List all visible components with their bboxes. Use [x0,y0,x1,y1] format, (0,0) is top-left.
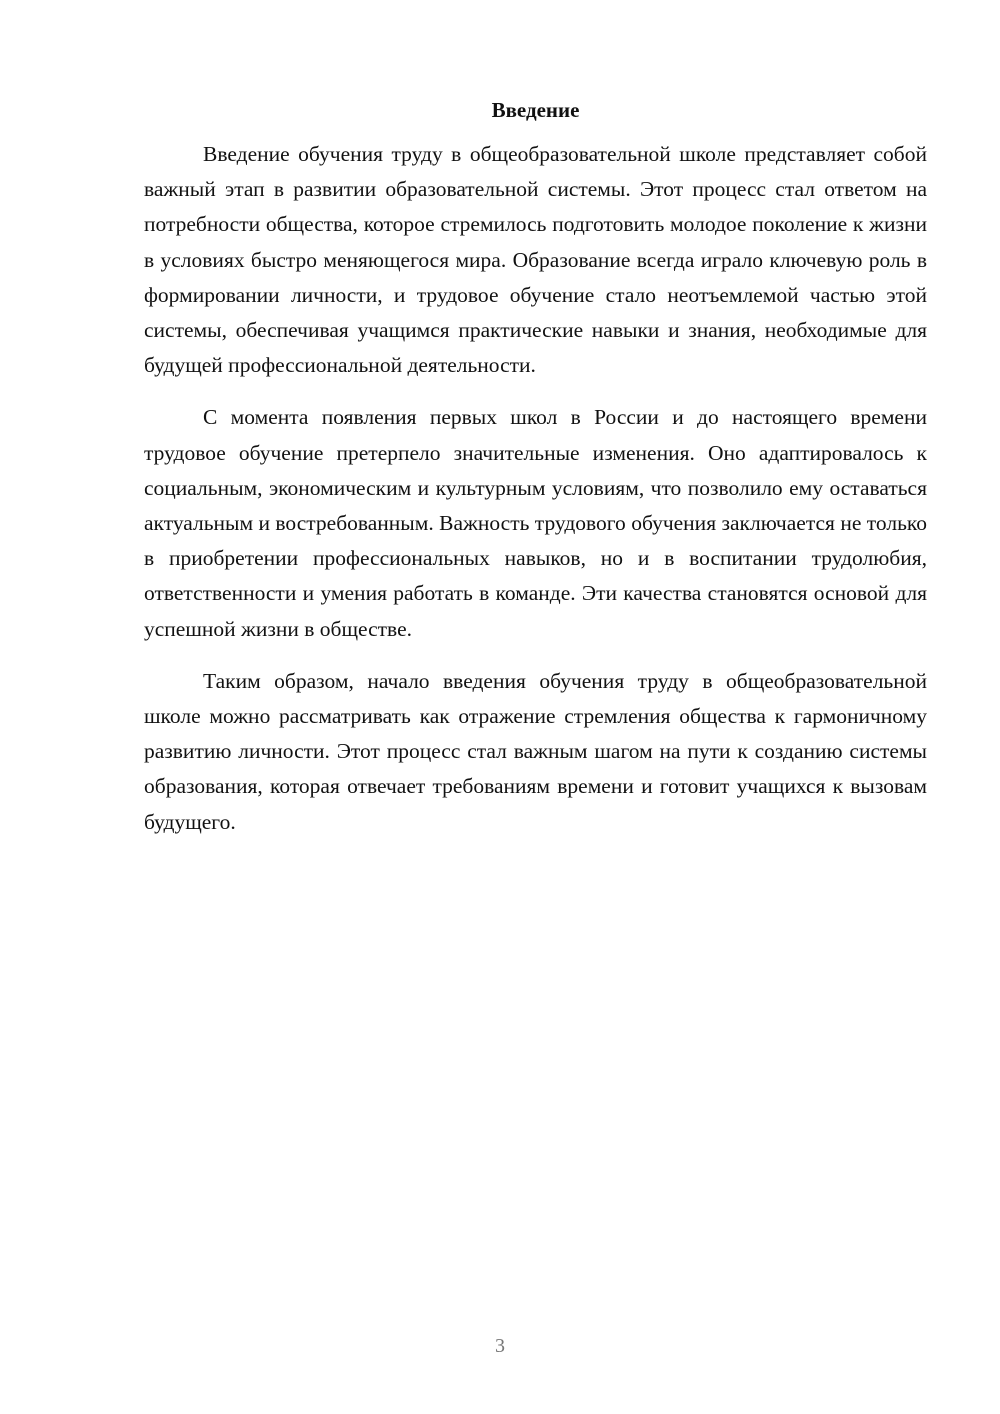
page-number: 3 [495,1335,505,1357]
paragraph-3: Таким образом, начало введения обучения труду в общеобразовательной школе можно рассматривать как отражение стремления общества к гармоничному развитию личности. Этот процесс стал важным шагом на пути к созданию системы образования, которая отвечает требованиям времени и готовит учащихся к вызовам будущего. [144,668,927,834]
paragraph-1: Введение обучения труду в общеобразовательной школе представляет собой важный этап в развитии образовательной системы. Этот процесс стал ответом на потребности общества, которое стремилось подготовить молодое поколение к жизни в условиях быстро меняющегося мира. Образование всегда играло ключевую роль в формировании личности, и трудовое обучение стало неотъемлемой частью этой системы, обеспечивая учащимся практические навыки и знания, необходимые для будущей профессиональной деятельности. [144,142,927,378]
paragraph-2: С момента появления первых школ в России и до настоящего времени трудовое обучение претерпело значительные изменения. Оно адаптировалось к социальным, экономическим и культурным условиям, что позволило ему оставаться актуальным и востребованным. Важность трудового обучения заключается не только в приобретении профессиональных навыков, но и в воспитании трудолюбия, ответственности и умения работать в команде. Эти качества становятся основой для успешной жизни в обществе. [144,405,927,641]
section-title: Введение [491,98,580,122]
page-content [144,95,927,857]
